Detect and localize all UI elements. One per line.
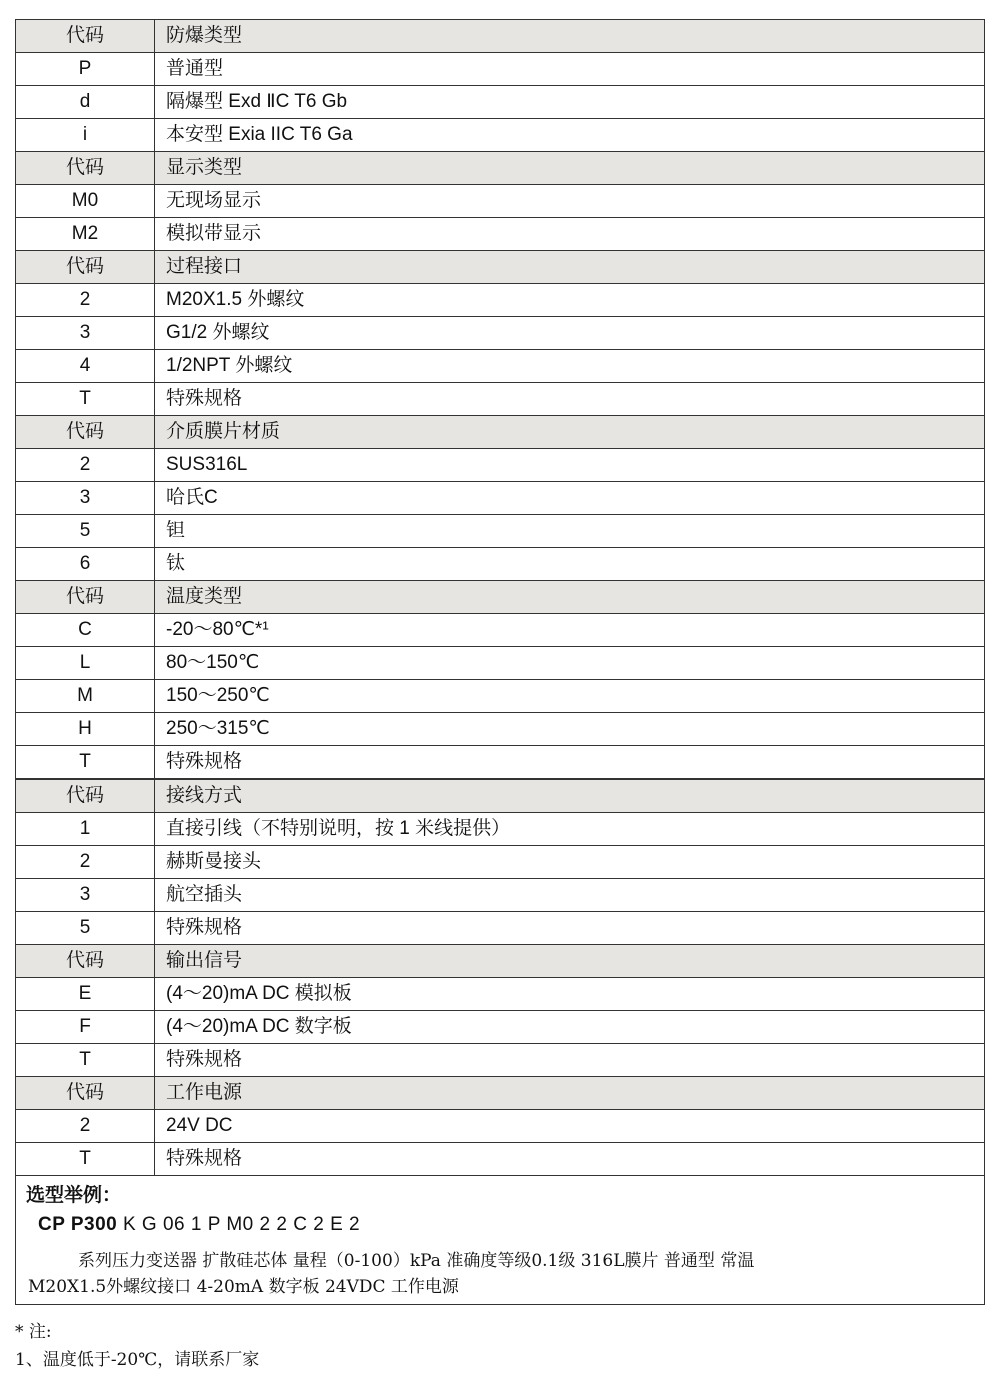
description-cell: 特殊规格	[155, 1044, 985, 1077]
header-code-cell: 代码	[16, 152, 155, 185]
description-cell: 直接引线（不特别说明，按 1 米线提供）	[155, 813, 985, 846]
section-header-row	[16, 20, 985, 53]
table-row	[16, 548, 985, 581]
header-code-cell: 代码	[16, 779, 155, 813]
table-row	[16, 185, 985, 218]
section-header-row	[16, 945, 985, 978]
code-cell: H	[16, 713, 155, 746]
table-row	[16, 647, 985, 680]
table-row	[16, 879, 985, 912]
code-cell: 3	[16, 482, 155, 515]
example-code-rest: K G 06 1 P M0 2 2 C 2 E 2	[117, 1214, 361, 1235]
example-title: 选型举例：	[26, 1185, 122, 1206]
table-row	[16, 218, 985, 251]
table-row	[16, 53, 985, 86]
table-row	[16, 746, 985, 780]
code-cell: T	[16, 746, 155, 780]
section-header-row	[16, 779, 985, 813]
table-row	[16, 912, 985, 945]
table-row	[16, 284, 985, 317]
description-cell: G1/2 外螺纹	[155, 317, 985, 350]
example-description-line2: M20X1.5外螺纹接口 4-20mA 数字板 24VDC 工作电源	[28, 1277, 459, 1297]
header-type-cell: 显示类型	[155, 152, 985, 185]
code-cell: 2	[16, 846, 155, 879]
table-row	[16, 1044, 985, 1077]
code-cell: 3	[16, 317, 155, 350]
table-row	[16, 1011, 985, 1044]
description-cell: 隔爆型 Exd ⅡC T6 Gb	[155, 86, 985, 119]
code-cell: d	[16, 86, 155, 119]
code-cell: 5	[16, 912, 155, 945]
table-row	[16, 317, 985, 350]
code-cell: F	[16, 1011, 155, 1044]
selection-example	[15, 1176, 985, 1305]
code-cell: 6	[16, 548, 155, 581]
table-row	[16, 846, 985, 879]
header-code-cell: 代码	[16, 1077, 155, 1110]
table-row	[16, 680, 985, 713]
note-item: 1、温度低于-20℃，请联系厂家	[15, 1350, 260, 1370]
table-row	[16, 713, 985, 746]
header-code-cell: 代码	[16, 581, 155, 614]
description-cell: 普通型	[155, 53, 985, 86]
description-cell: 钽	[155, 515, 985, 548]
table-row	[16, 978, 985, 1011]
table-row	[16, 1143, 985, 1176]
description-cell: 特殊规格	[155, 912, 985, 945]
table-row	[16, 482, 985, 515]
example-description-line1: 系列压力变送器 扩散硅芯体 量程（0-100）kPa 准确度等级0.1级 316L膜片 普通型 常温	[78, 1251, 755, 1271]
table-row	[16, 449, 985, 482]
code-cell: P	[16, 53, 155, 86]
section-header-row	[16, 416, 985, 449]
code-cell: E	[16, 978, 155, 1011]
code-cell: 1	[16, 813, 155, 846]
description-cell: 1/2NPT 外螺纹	[155, 350, 985, 383]
description-cell: 150～250℃	[155, 680, 985, 713]
header-code-cell: 代码	[16, 20, 155, 53]
code-cell: 3	[16, 879, 155, 912]
header-type-cell: 介质膜片材质	[155, 416, 985, 449]
description-cell: 80～150℃	[155, 647, 985, 680]
description-cell: 航空插头	[155, 879, 985, 912]
description-cell: -20～80℃*¹	[155, 614, 985, 647]
code-cell: M	[16, 680, 155, 713]
section-header-row	[16, 152, 985, 185]
code-cell: T	[16, 1143, 155, 1176]
code-cell: T	[16, 1044, 155, 1077]
code-cell: C	[16, 614, 155, 647]
table-row	[16, 119, 985, 152]
description-cell: 24V DC	[155, 1110, 985, 1143]
header-type-cell: 温度类型	[155, 581, 985, 614]
table-row	[16, 350, 985, 383]
code-cell: 2	[16, 1110, 155, 1143]
header-code-cell: 代码	[16, 251, 155, 284]
code-cell: 4	[16, 350, 155, 383]
description-cell: M20X1.5 外螺纹	[155, 284, 985, 317]
spec-table	[15, 19, 985, 1176]
section-header-row	[16, 251, 985, 284]
code-cell: T	[16, 383, 155, 416]
code-cell: M2	[16, 218, 155, 251]
description-cell: 特殊规格	[155, 1143, 985, 1176]
notes-title: * 注:	[15, 1322, 52, 1342]
code-cell: i	[16, 119, 155, 152]
header-type-cell: 接线方式	[155, 779, 985, 813]
header-type-cell: 工作电源	[155, 1077, 985, 1110]
code-cell: L	[16, 647, 155, 680]
section-header-row	[16, 1077, 985, 1110]
description-cell: (4～20)mA DC 数字板	[155, 1011, 985, 1044]
table-row	[16, 1110, 985, 1143]
description-cell: 钛	[155, 548, 985, 581]
header-code-cell: 代码	[16, 416, 155, 449]
header-code-cell: 代码	[16, 945, 155, 978]
table-row	[16, 813, 985, 846]
code-cell: 5	[16, 515, 155, 548]
example-code-prefix: CP P300	[38, 1214, 118, 1235]
code-cell: M0	[16, 185, 155, 218]
table-row	[16, 86, 985, 119]
description-cell: 特殊规格	[155, 746, 985, 780]
table-row	[16, 614, 985, 647]
description-cell: 无现场显示	[155, 185, 985, 218]
description-cell: 哈氏C	[155, 482, 985, 515]
header-type-cell: 防爆类型	[155, 20, 985, 53]
section-header-row	[16, 581, 985, 614]
code-cell: 2	[16, 284, 155, 317]
description-cell: 赫斯曼接头	[155, 846, 985, 879]
table-row	[16, 515, 985, 548]
description-cell: 本安型 Exia IIC T6 Ga	[155, 119, 985, 152]
description-cell: SUS316L	[155, 449, 985, 482]
description-cell: 模拟带显示	[155, 218, 985, 251]
header-type-cell: 输出信号	[155, 945, 985, 978]
selection-sheet	[15, 19, 985, 1305]
table-row	[16, 383, 985, 416]
notes	[15, 1318, 259, 1374]
description-cell: 250～315℃	[155, 713, 985, 746]
description-cell: 特殊规格	[155, 383, 985, 416]
description-cell: (4～20)mA DC 模拟板	[155, 978, 985, 1011]
code-cell: 2	[16, 449, 155, 482]
example-code	[38, 1214, 360, 1236]
header-type-cell: 过程接口	[155, 251, 985, 284]
